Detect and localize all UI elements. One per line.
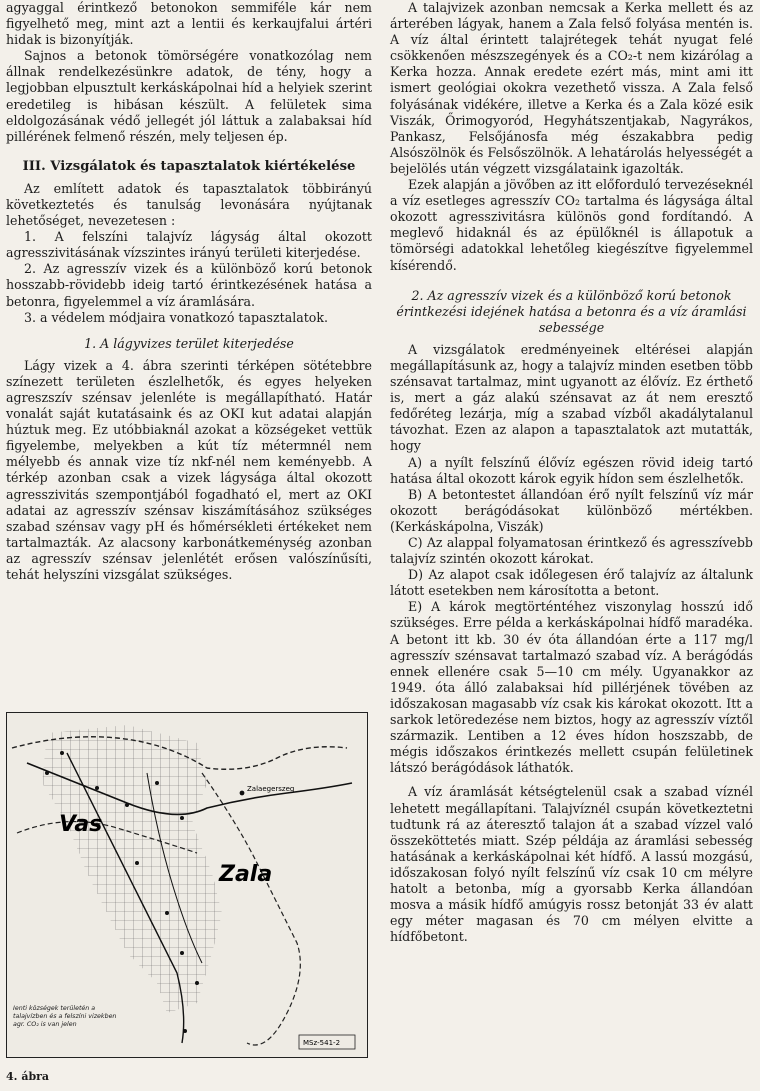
paragraph: A talajvizek azonban nemcsak a Kerka mellett és az árterében lágyak, hanem a Zala felső folyása mentén is. A víz által érintett talajrétegek tehát nyugat felé csökkenően mészszegények és a CO₂-t nem kizárólag a Kerka hozza. Annak eredete ezért más, mint ami itt ismert geológiai okokra vezethető vissza. A Zala felső folyásának vidékére, illetve a Kerka és a Zala közé esik Viszák, Őrimogyoród, Hegyhátszentjakab, Nagyrákos, Pankasz, Felsőjánosfa még északabbra pedig Alsószölnök és Felsőszölnök. A lehatárolás helyességét a bejelölés után végzett vizsgálataink igazolták. <box>390 0 753 176</box>
paragraph: A) a nyílt felszínű élővíz egészen rövid ideig tartó hatása által okozott károk egyik hídon sem észlelhetők. <box>390 454 753 486</box>
paragraph: Az említett adatok és tapasztalatok többirányú következtetés és tanulság levonására nyújtanak lehetőséget, nevezetesen : <box>6 180 372 229</box>
map-label-zala: Zala <box>219 862 273 887</box>
paragraph: Sajnos a betonok tömörségére vonatkozólag nem állnak rendelkezésünkre adatok, de tény, hogy a legjobban elpusztult kerkáskápolnai híd a helyiek szerint eredetileg is hibásan készült. A felületek sima eldolgozásának védő jellegét jól láttuk a zalabaksai híd pillérének felmenő részén, mely teljesen ép. <box>6 48 372 144</box>
paragraph: D) Az alapot csak időlegesen érő talajvíz az általunk látott esetekben nem károsította a betont. <box>390 567 753 599</box>
paragraph: Lágy vizek a 4. ábra szerinti térképen sötétebbre színezett területen észlelhetők, és egyes helyeken agreszszív szénsav jelenléte is megállapítható. Határ vonalát saját kutatásaink és az OKI kut adatai alapján húztuk meg. Ez utóbbiaknál azokat a községeket vettük figyelembe, melyekben a kút tíz métermnél nem mélyebb és annak vize tíz nkf-nél nem keményebb. A térkép azonban csak a vizek lágysága által okozott agresszivitás szempontjából fogadható el, mert az OKI adatai az agresszív szénsav kiszámításához szükséges szabad szénsav vagy pH és hőmérsékleti értékeket nem tartalmazták. Az alacsony karbonátkeménység azonban az agresszív szénsav jelenlétét erősen valószínűsíti, tehát helyszíni vizsgálat szükséges. <box>6 357 372 582</box>
paragraph: Ezek alapján a jövőben az itt előforduló tervezéseknél a víz esetleges agresszív CO₂ tartalma és lágysága által okozott agresszivitásra különös gond fordítandó. A meglevő hidaknál és az épülőknél is állapotuk a tömörségi adatokkal lehetőleg kiegészítve figyelemmel kísérendő. <box>390 177 753 273</box>
left-column <box>6 0 372 583</box>
map-label-zalaegerszeg: Zalaegerszeg <box>247 785 295 793</box>
paragraph: agyaggal érintkező betonokon semmiféle kár nem figyelhető meg, mint azt a lentii és kerkaujfalui ártéri hidak is bizonyítják. <box>6 0 372 48</box>
subsection-heading: 2. Az agresszív vizek és a különböző korú betonok érintkezési idejének hatása a betonra és a víz áramlási sebessége <box>396 287 747 335</box>
paragraph: E) A károk megtörténtéhez viszonylag hosszú idő szükséges. Erre példa a kerkáskápolnai hídfő maradéka. A betont itt kb. 30 év óta állandóan érte a 117 mg/l agresszív szénsavat tartalmazó szabad víz. A berágódás ennek ellenére csak 5—10 cm mély. Ugyanakkor az 1949. óta álló zalabaksai híd pillérjének tövében az időszakosan magasabb víz csak kis károkat okozott. Itt a sarkok letöredezése nem biztos, hogy az agresszív víztől származik. Lentiben a 12 éves hídon hoszszabb, de mégis időszakos érintkezés mellett csupán felületinek látszó berágódások láthatók. <box>390 599 753 776</box>
map-legend: Ienti községek területén a talajvízben és a felszíni vizekben agr. CO₂ is van jelen <box>13 1005 117 1028</box>
paragraph: B) A betontestet állandóan érő nyílt felszínű víz már okozott berágódásokat különböző mértékben. (Kerkáskápolna, Viszák) <box>390 486 753 534</box>
map-stamp: MSz-541-2 <box>303 1039 341 1047</box>
list-item: 3. a védelem módjaira vonatkozó tapasztalatok. <box>24 309 329 325</box>
subsection-heading: 1. A lágyvizes terület kiterjedése <box>84 335 294 351</box>
paragraph: A víz áramlását kétségtelenül csak a szabad víznél lehetett megállapítani. Talajvíznél csupán következtetni tudtunk rá az áteresztő talajon át a szabad vízzel való összeköttetés miatt. Szép példája az áramlási sebesség hatásának a kerkáskápolnai két hídfő. A lassú mozgású, időszakosan folyó nyílt felszínű víz csak 10 cm mélyre hatolt a betonba, míg a gyorsabb Kerka állandóan mosva a másik hídfő amúgyis rossz betonját 33 év alatt egy méter magasan és 70 cm mélyen elvitte a hídfőbetont. <box>390 784 753 945</box>
list-item: 1. A felszíni talajvíz lágyság által okozott agresszivitásának vízszintes irányú területi kiterjedése. <box>6 229 372 261</box>
map-figure <box>6 712 368 1058</box>
soft-water-zone <box>42 725 222 1013</box>
paragraph: C) Az alappal folyamatosan érintkező és agresszívebb talajvíz szintén okozott károkat. <box>390 535 753 567</box>
figure-caption: 4. ábra <box>6 1070 50 1083</box>
paragraph: A vizsgálatok eredményeinek eltérései alapján megállapításunk az, hogy a talajvíz minden esetben több szénsavat tartalmaz, mint ugyanott az élővíz. Ez érthető is, mert a gáz alakú szénsavat az át nem eresztő fedőréteg lezárja, míg a szabad vízből akadálytalanul távozhat. Ezen az alapon a tapasztalatok azt mutatták, hogy <box>390 341 753 454</box>
list-item: 2. Az agresszív vizek és a különböző korú betonok hosszabb-rövidebb ideig tartó érintkezésének hatása a betonra, figyelemmel a víz áramlására. <box>6 261 372 309</box>
section-heading: III. Vizsgálatok és tapasztalatok kiértékelése <box>22 158 356 174</box>
map-label-vas: Vas <box>59 812 103 837</box>
right-column <box>390 0 753 945</box>
